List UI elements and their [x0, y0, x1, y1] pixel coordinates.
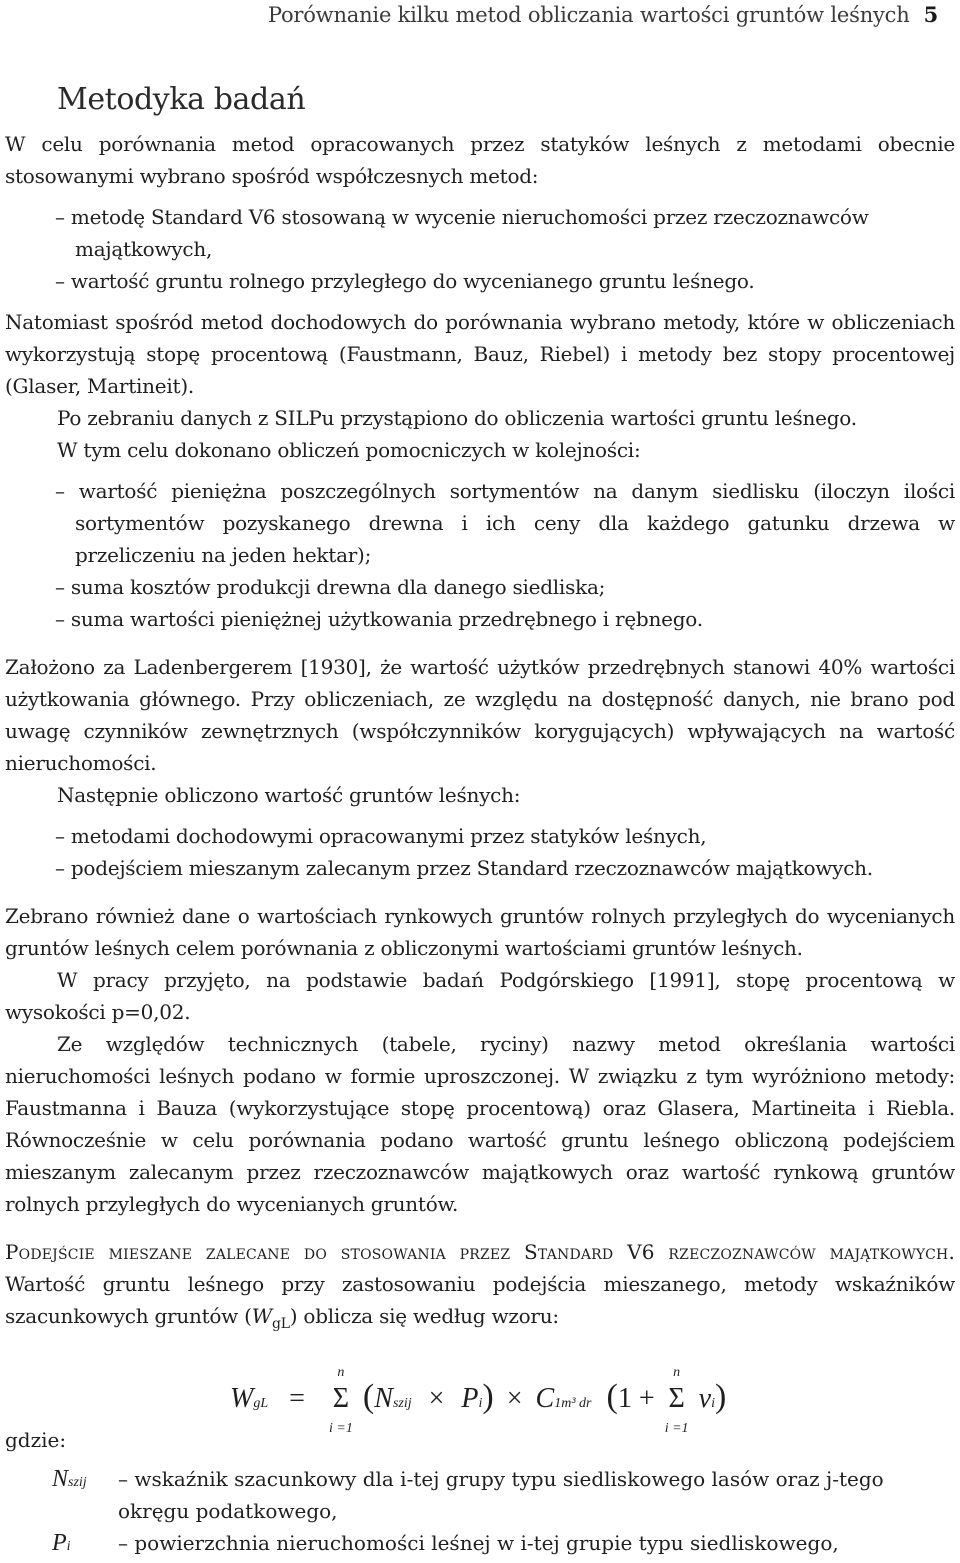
list-item: – wartość pieniężna poszczególnych sortymentów na danym siedlisku (iloczyn ilości sortymentów pozyskanego drewna i ich ceny dla każdego gatunku drzewa w przeliczeniu na jeden hektar);	[55, 479, 955, 567]
where-label: gdzie:	[5, 1428, 67, 1452]
running-header	[268, 2, 938, 27]
paragraph-7: Zebrano również dane o wartościach rynkowych gruntów rolnych przyległych do wycenianych gruntów leśnych celem porównania z obliczonymi wartościami gruntów leśnych.	[5, 904, 955, 960]
definition-list	[52, 1463, 957, 1563]
definition-row	[52, 1527, 957, 1563]
paragraph-1: W celu porównania metod opracowanych przez statyków leśnych z metodami obecnie stosowanymi wybrano spośród współczesnych metod:	[5, 132, 955, 188]
definition-symbol: Nszij	[52, 1466, 87, 1492]
paragraph-4: W tym celu dokonano obliczeń pomocniczych w kolejności:	[57, 438, 641, 462]
list-item: – wartość gruntu rolnego przyległego do wycenianego gruntu leśnego.	[55, 269, 755, 293]
running-title: Porównanie kilku metod obliczania wartości gruntów leśnych	[267, 3, 910, 27]
paragraph-2: Natomiast spośród metod dochodowych do porównania wybrano metody, które w obliczeniach wykorzystują stopę procentową (Faustmann, Bauz, Riebel) i metody bez stopy procentowej (Glaser, Martineit).	[5, 310, 955, 398]
section-title: Metodyka badań	[57, 82, 306, 117]
formula: WgL = Σ n i =1 (Nszij × Pi) × C1m³ dr (1 + Σ n i =1 vi)	[230, 1365, 727, 1436]
definition-row	[52, 1463, 957, 1527]
run-in-heading: Podejście mieszane zalecane do stosowania przez Standard V6 rzeczoznawców majątkowych.	[5, 1240, 955, 1264]
definition-text: – wskaźnik szacunkowy dla i-tej grupy typu siedliskowego lasów oraz j-tego okręgu podatkowego,	[118, 1467, 884, 1523]
definition-text: – powierzchnia nieruchomości leśnej w i-tej grupie typu siedliskowego,	[118, 1531, 839, 1555]
paragraph-3: Po zebraniu danych z SILPu przystąpiono do obliczenia wartości gruntu leśnego.	[57, 406, 857, 430]
sum-symbol: Σ n i =1	[329, 1365, 353, 1436]
list-item: – metodę Standard V6 stosowaną w wycenie nieruchomości przez rzeczoznawców majątkowych,	[55, 205, 869, 261]
definition-symbol: Pi	[52, 1530, 71, 1556]
paragraph-10: Podejście mieszane zalecane do stosowania przez Standard V6 rzeczoznawców majątkowych. Wartość gruntu leśnego przy zastosowaniu podejścia mieszanego, metody wskaźników szacunkowych gruntów $(W_{gL})$ oblicza się według wzoru:	[5, 1240, 955, 1332]
body-text	[5, 128, 955, 1340]
paragraph-8: W pracy przyjęto, na podstawie badań Podgórskiego [1991], stopę procentową w wysokości p=0,02.	[5, 968, 955, 1024]
list-item: – suma wartości pieniężnej użytkowania przedrębnego i rębnego.	[55, 607, 703, 631]
paragraph-6: Następnie obliczono wartość gruntów leśnych:	[57, 783, 521, 807]
list-item: – suma kosztów produkcji drewna dla danego siedliska;	[55, 575, 606, 599]
page-number: 5	[923, 2, 938, 27]
list-item: – podejściem mieszanym zalecanym przez Standard rzeczoznawców majątkowych.	[55, 856, 873, 880]
sum-symbol: Σ n i =1	[664, 1365, 689, 1436]
paragraph-9: Ze względów technicznych (tabele, ryciny) nazwy metod określania wartości nieruchomości leśnych podano w formie uproszczonej. W związku z tym wyróżniono metody: Faustmanna i Bauza (wykorzystujące stopę procentową) oraz Glasera, Martineita i Riebla. Równocześnie w celu porównania podano wartość gruntu leśnego obliczoną podejściem mieszanym zalecanym przez rzeczoznawców majątkowych oraz wartość rynkową gruntów rolnych przyległych do wycenianych gruntów.	[5, 1032, 955, 1216]
paragraph-5: Założono za Ladenbergerem [1930], że wartość użytków przedrębnych stanowi 40% wartości użytkowania głównego. Przy obliczeniach, ze względu na dostępność danych, nie brano pod uwagę czynników zewnętrznych (współczynników korygujących) wpływających na wartość nieruchomości.	[5, 655, 955, 775]
list-item: – metodami dochodowymi opracowanymi przez statyków leśnych,	[55, 824, 707, 848]
